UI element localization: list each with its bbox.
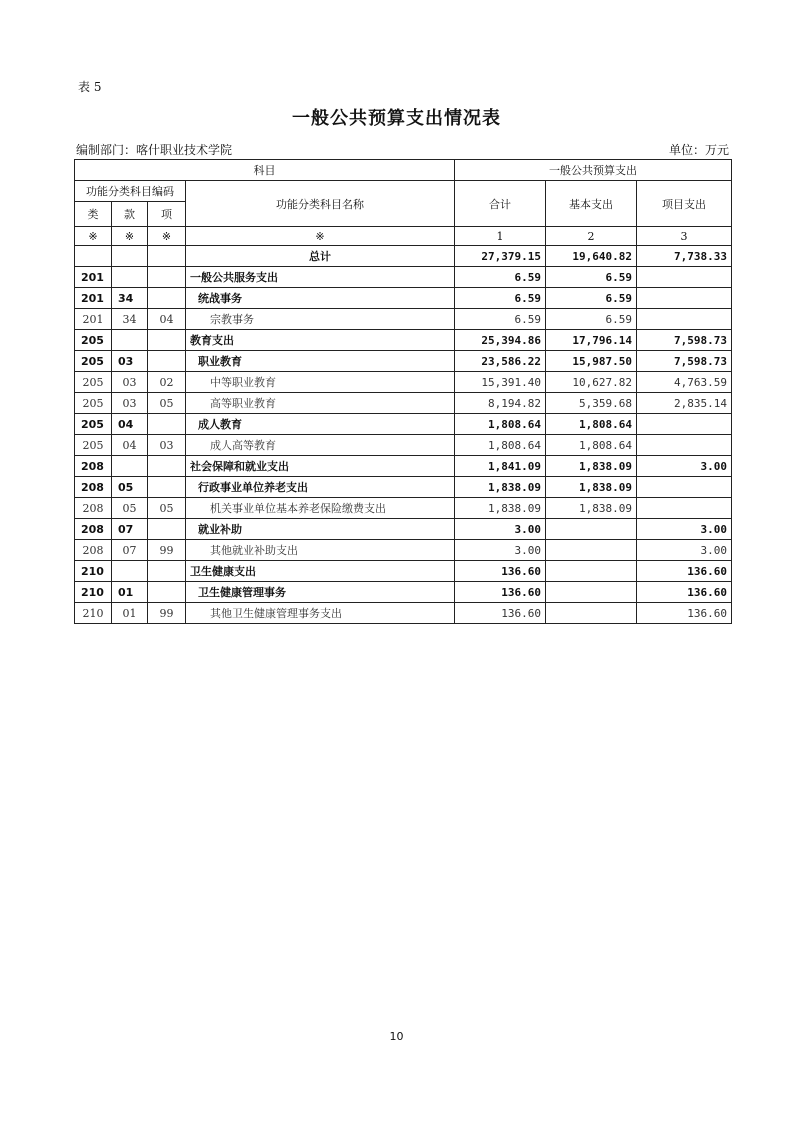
total-amount-cell: 3.00: [455, 519, 546, 540]
project-amount-cell: [637, 498, 732, 519]
header-total: 合计: [455, 181, 546, 227]
table-row: [75, 477, 732, 498]
total-amount-cell: 1,838.09: [455, 477, 546, 498]
basic-amount-cell: 10,627.82: [546, 372, 637, 393]
code-lei-cell: 208: [75, 456, 112, 477]
table-row: [75, 372, 732, 393]
table-row: [75, 603, 732, 624]
basic-amount-cell: 5,359.68: [546, 393, 637, 414]
total-amount-cell: 6.59: [455, 309, 546, 330]
basic-amount-cell: 1,808.64: [546, 414, 637, 435]
code-kuan-cell: 05: [112, 477, 148, 498]
marker-total: 1: [455, 227, 546, 246]
code-xiang-cell: 05: [148, 498, 186, 519]
code-kuan-cell: 04: [112, 435, 148, 456]
code-lei-cell: 210: [75, 561, 112, 582]
marker-basic: 2: [546, 227, 637, 246]
total-amount-cell: 136.60: [455, 561, 546, 582]
table-row: [75, 414, 732, 435]
header-row-2: [75, 181, 732, 202]
department-label: 编制部门：喀什职业技术学院: [76, 143, 233, 157]
basic-amount-cell: 6.59: [546, 309, 637, 330]
code-lei-cell: 205: [75, 435, 112, 456]
basic-amount-cell: 1,808.64: [546, 435, 637, 456]
basic-amount-cell: 15,987.50: [546, 351, 637, 372]
table-row: [75, 456, 732, 477]
basic-amount-cell: [546, 519, 637, 540]
table-row: [75, 351, 732, 372]
project-amount-cell: 2,835.14: [637, 393, 732, 414]
subject-name-cell: 卫生健康管理事务: [186, 582, 455, 603]
table-row: [75, 540, 732, 561]
basic-amount-cell: [546, 582, 637, 603]
page-number: 10: [389, 1030, 404, 1043]
code-kuan-cell: 03: [112, 372, 148, 393]
marker-row: [75, 227, 732, 246]
code-xiang-cell: 99: [148, 540, 186, 561]
project-amount-cell: 3.00: [637, 540, 732, 561]
subject-name-cell: 社会保障和就业支出: [186, 456, 455, 477]
code-xiang-cell: 03: [148, 435, 186, 456]
code-lei-cell: 205: [75, 351, 112, 372]
table-row: [75, 288, 732, 309]
header-code-group: 功能分类科目编码: [75, 181, 186, 202]
code-xiang-cell: [148, 351, 186, 372]
code-lei-cell: 208: [75, 477, 112, 498]
basic-amount-cell: 6.59: [546, 267, 637, 288]
basic-amount-cell: 6.59: [546, 288, 637, 309]
code-lei-cell: [75, 246, 112, 267]
code-lei-cell: 201: [75, 309, 112, 330]
code-lei-cell: 208: [75, 519, 112, 540]
header-subject: 科目: [75, 160, 455, 181]
header-lei: 类: [75, 202, 112, 227]
code-kuan-cell: [112, 330, 148, 351]
code-xiang-cell: [148, 246, 186, 267]
subject-name-cell: 其他卫生健康管理事务支出: [186, 603, 455, 624]
total-amount-cell: 1,841.09: [455, 456, 546, 477]
code-kuan-cell: 34: [112, 288, 148, 309]
code-lei-cell: 210: [75, 603, 112, 624]
basic-amount-cell: 19,640.82: [546, 246, 637, 267]
code-kuan-cell: [112, 246, 148, 267]
subject-name-cell: 高等职业教育: [186, 393, 455, 414]
subject-name-cell: 教育支出: [186, 330, 455, 351]
code-xiang-cell: 02: [148, 372, 186, 393]
subject-name-cell: 中等职业教育: [186, 372, 455, 393]
total-amount-cell: 3.00: [455, 540, 546, 561]
project-amount-cell: 3.00: [637, 519, 732, 540]
table-row: [75, 393, 732, 414]
header-xiang: 项: [148, 202, 186, 227]
subject-name-cell: 统战事务: [186, 288, 455, 309]
code-kuan-cell: 34: [112, 309, 148, 330]
header-name: 功能分类科目名称: [186, 181, 455, 227]
subject-name-cell: 机关事业单位基本养老保险缴费支出: [186, 498, 455, 519]
total-amount-cell: 23,586.22: [455, 351, 546, 372]
marker-xiang: ※: [148, 227, 186, 246]
code-kuan-cell: 07: [112, 519, 148, 540]
total-amount-cell: 25,394.86: [455, 330, 546, 351]
project-amount-cell: 7,598.73: [637, 351, 732, 372]
table-row: [75, 330, 732, 351]
code-kuan-cell: 05: [112, 498, 148, 519]
table-number: 表 5: [78, 80, 102, 94]
table-row: [75, 309, 732, 330]
marker-name: ※: [186, 227, 455, 246]
marker-project: 3: [637, 227, 732, 246]
total-amount-cell: 1,808.64: [455, 414, 546, 435]
code-kuan-cell: [112, 561, 148, 582]
subject-name-cell: 行政事业单位养老支出: [186, 477, 455, 498]
marker-kuan: ※: [112, 227, 148, 246]
budget-table: [74, 159, 732, 624]
subject-name-cell: 宗教事务: [186, 309, 455, 330]
project-amount-cell: 3.00: [637, 456, 732, 477]
subject-name-cell: 其他就业补助支出: [186, 540, 455, 561]
total-amount-cell: 6.59: [455, 267, 546, 288]
basic-amount-cell: 1,838.09: [546, 477, 637, 498]
marker-lei: ※: [75, 227, 112, 246]
project-amount-cell: [637, 267, 732, 288]
code-lei-cell: 205: [75, 330, 112, 351]
code-xiang-cell: 04: [148, 309, 186, 330]
code-lei-cell: 201: [75, 288, 112, 309]
code-kuan-cell: 04: [112, 414, 148, 435]
basic-amount-cell: 17,796.14: [546, 330, 637, 351]
code-lei-cell: 205: [75, 393, 112, 414]
code-xiang-cell: [148, 477, 186, 498]
total-amount-cell: 1,838.09: [455, 498, 546, 519]
subject-name-cell: 成人高等教育: [186, 435, 455, 456]
code-xiang-cell: [148, 330, 186, 351]
project-amount-cell: 136.60: [637, 561, 732, 582]
code-lei-cell: 208: [75, 498, 112, 519]
code-kuan-cell: 01: [112, 582, 148, 603]
code-xiang-cell: [148, 519, 186, 540]
subject-name-cell: 卫生健康支出: [186, 561, 455, 582]
subject-name-cell: 就业补助: [186, 519, 455, 540]
code-xiang-cell: [148, 288, 186, 309]
project-amount-cell: 136.60: [637, 582, 732, 603]
subject-name-cell: 一般公共服务支出: [186, 267, 455, 288]
total-amount-cell: 8,194.82: [455, 393, 546, 414]
table-row: [75, 519, 732, 540]
project-amount-cell: [637, 309, 732, 330]
code-kuan-cell: 03: [112, 351, 148, 372]
code-xiang-cell: 99: [148, 603, 186, 624]
project-amount-cell: [637, 288, 732, 309]
code-kuan-cell: [112, 456, 148, 477]
basic-amount-cell: [546, 603, 637, 624]
total-row: [75, 246, 732, 267]
table-row: [75, 435, 732, 456]
header-row-1: [75, 160, 732, 181]
page-title: 一般公共预算支出情况表: [292, 108, 501, 129]
code-lei-cell: 208: [75, 540, 112, 561]
project-amount-cell: [637, 477, 732, 498]
total-amount-cell: 1,808.64: [455, 435, 546, 456]
table-row: [75, 267, 732, 288]
basic-amount-cell: 1,838.09: [546, 456, 637, 477]
code-lei-cell: 201: [75, 267, 112, 288]
subject-name-cell: 职业教育: [186, 351, 455, 372]
code-xiang-cell: [148, 267, 186, 288]
code-xiang-cell: [148, 456, 186, 477]
unit-label: 单位：万元: [668, 143, 729, 157]
code-kuan-cell: 03: [112, 393, 148, 414]
basic-amount-cell: 1,838.09: [546, 498, 637, 519]
code-lei-cell: 210: [75, 582, 112, 603]
header-budget-group: 一般公共预算支出: [455, 160, 732, 181]
code-xiang-cell: 05: [148, 393, 186, 414]
project-amount-cell: 136.60: [637, 603, 732, 624]
table-row: [75, 498, 732, 519]
project-amount-cell: [637, 435, 732, 456]
subject-name-cell: 成人教育: [186, 414, 455, 435]
project-amount-cell: [637, 414, 732, 435]
code-lei-cell: 205: [75, 414, 112, 435]
project-amount-cell: 7,738.33: [637, 246, 732, 267]
code-xiang-cell: [148, 414, 186, 435]
basic-amount-cell: [546, 561, 637, 582]
header-project: 项目支出: [637, 181, 732, 227]
code-kuan-cell: 07: [112, 540, 148, 561]
total-amount-cell: 27,379.15: [455, 246, 546, 267]
header-kuan: 款: [112, 202, 148, 227]
table-row: [75, 582, 732, 603]
total-amount-cell: 6.59: [455, 288, 546, 309]
code-kuan-cell: 01: [112, 603, 148, 624]
code-xiang-cell: [148, 582, 186, 603]
project-amount-cell: 4,763.59: [637, 372, 732, 393]
code-lei-cell: 205: [75, 372, 112, 393]
code-kuan-cell: [112, 267, 148, 288]
subject-name-cell: 总计: [186, 246, 455, 267]
code-xiang-cell: [148, 561, 186, 582]
total-amount-cell: 136.60: [455, 603, 546, 624]
table-row: [75, 561, 732, 582]
header-basic: 基本支出: [546, 181, 637, 227]
basic-amount-cell: [546, 540, 637, 561]
project-amount-cell: 7,598.73: [637, 330, 732, 351]
total-amount-cell: 136.60: [455, 582, 546, 603]
total-amount-cell: 15,391.40: [455, 372, 546, 393]
